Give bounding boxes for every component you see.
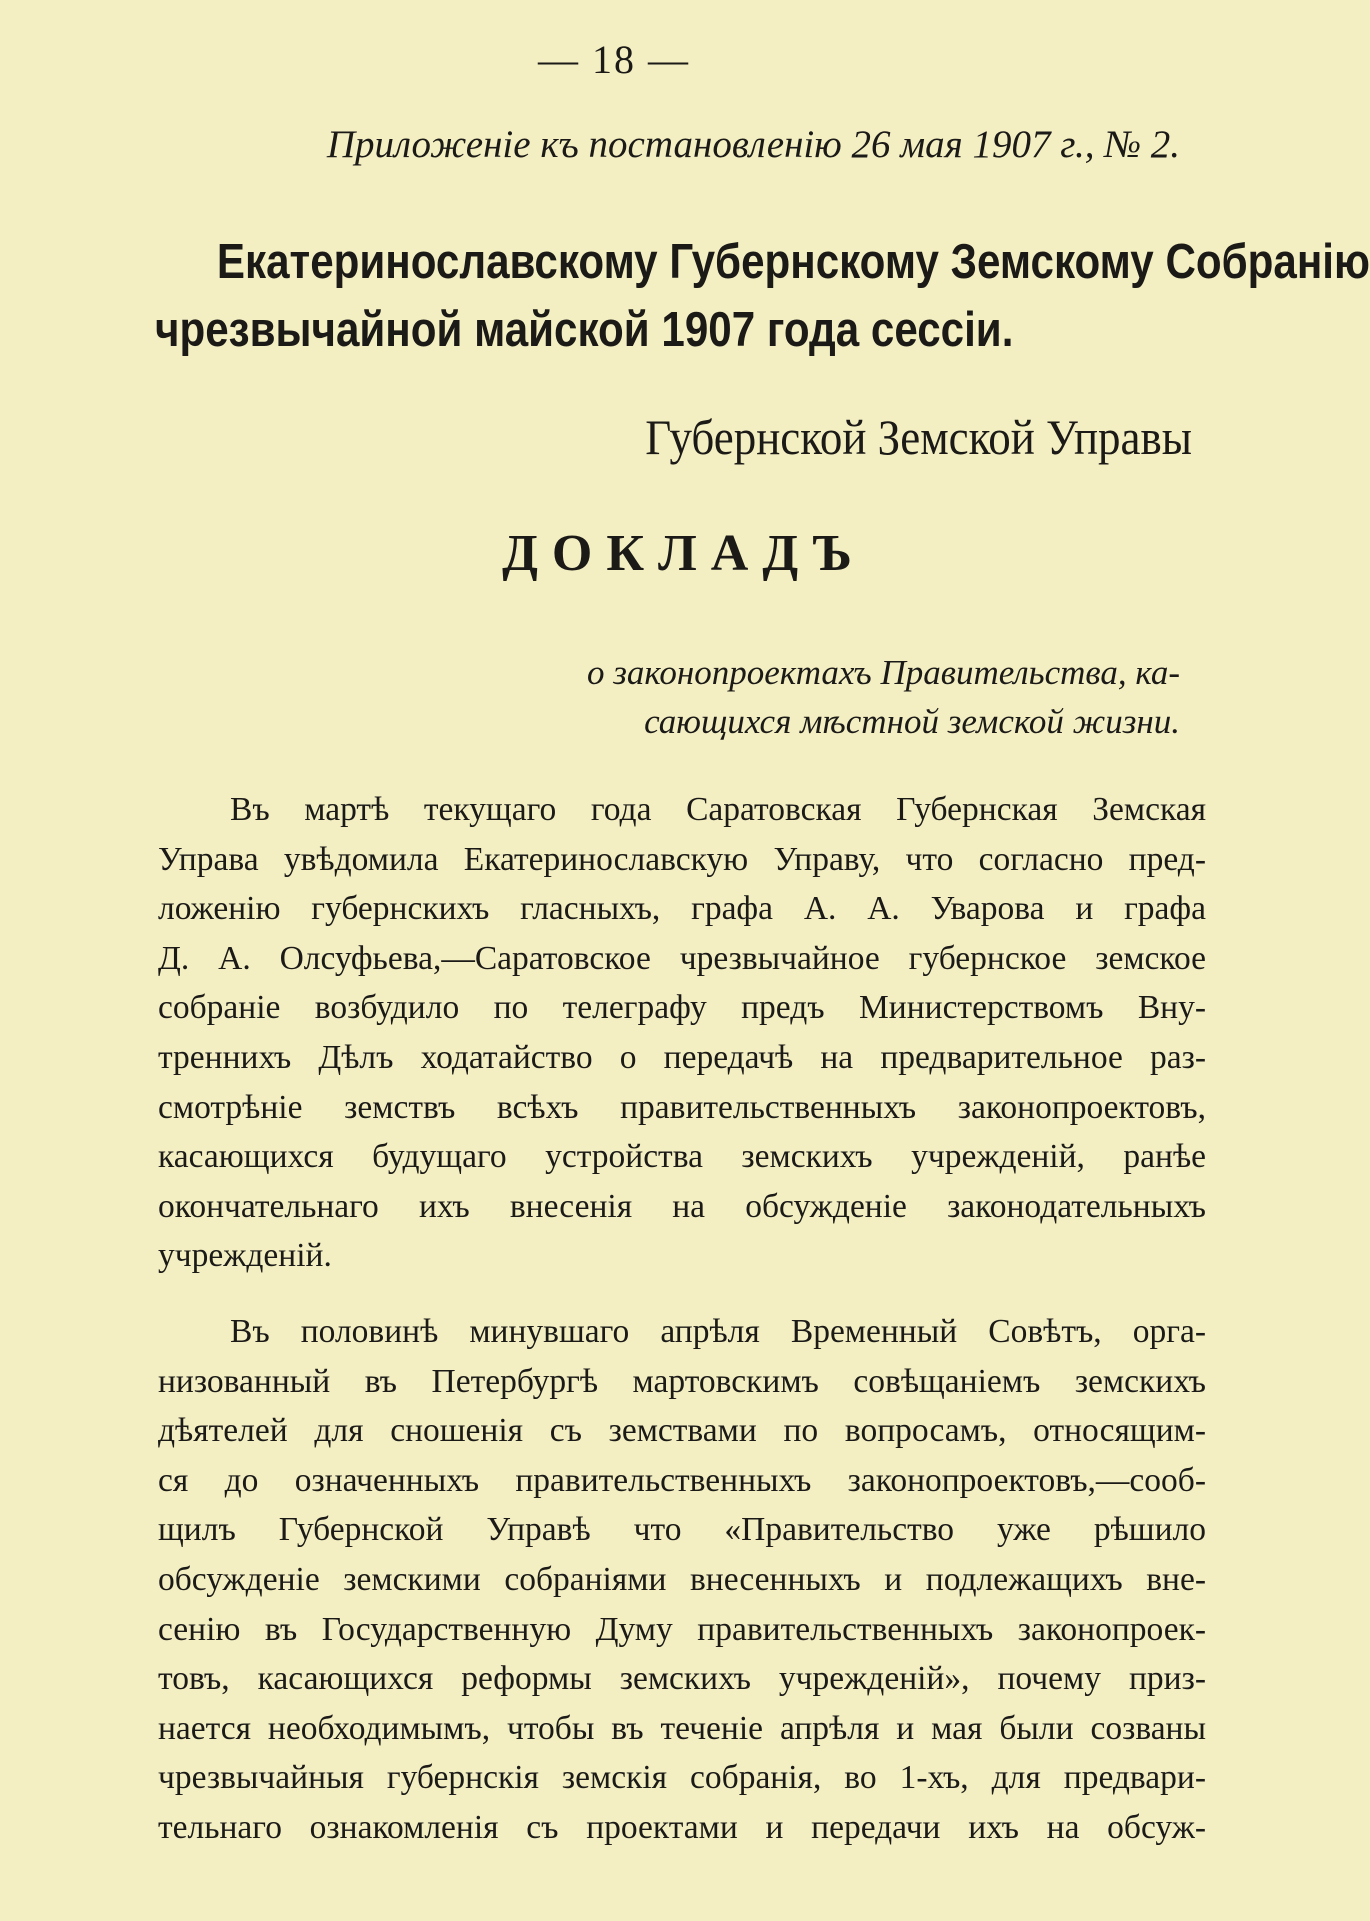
- page-number: — 18 —: [538, 37, 690, 82]
- paragraph-2: [158, 1307, 1206, 1853]
- text-line: Управа увѣдомила Екатеринославскую Управу, что согласно пред-: [158, 840, 1206, 878]
- paragraph-gap: [158, 1281, 1206, 1307]
- body-text: [158, 785, 1206, 1852]
- text-line: собраніе возбудило по телеграфу предъ Министерствомъ Вну-: [158, 989, 1206, 1027]
- text-line: щилъ Губернской Управѣ что «Правительство уже рѣшило: [158, 1511, 1206, 1549]
- text-line: Д. А. Олсуфьева,—Саратовское чрезвычайное губернское земское: [158, 939, 1206, 977]
- text-line: дѣятелей для сношенія съ земствами по вопросамъ, относящим-: [158, 1412, 1206, 1450]
- text-line: учрежденій.: [158, 1237, 332, 1275]
- text-line: треннихъ Дѣлъ ходатайство о передачѣ на предварительное раз-: [158, 1038, 1206, 1076]
- subtitle-line-2: сающихся мѣстной земской жизни.: [644, 702, 1180, 741]
- subtitle-line-1: о законопроектахъ Правительства, ка-: [586, 653, 1180, 692]
- text-line: чрезвычайныя губернскія земскія собранія, во 1-хъ, для предвари-: [158, 1759, 1206, 1797]
- text-line: товъ, касающихся реформы земскихъ учрежденій», почему приз-: [158, 1660, 1206, 1698]
- text-line: ложенію губернскихъ гласныхъ, графа А. А. Уварова и графа: [158, 890, 1206, 928]
- text-line: тельнаго ознакомленія съ проектами и передачи ихъ на обсуж-: [158, 1808, 1206, 1846]
- text-line: смотрѣніе земствъ всѣхъ правительственныхъ законопроектовъ,: [158, 1088, 1206, 1126]
- text-line: касающихся будущаго устройства земскихъ учрежденій, ранѣе: [158, 1138, 1206, 1176]
- report-heading: ДОКЛАДЪ: [502, 525, 866, 582]
- board-name: Губернской Земской Управы: [645, 409, 1192, 465]
- title-line-1: Екатеринославскому Губернскому Земскому Собранію: [216, 235, 1370, 289]
- text-line: Въ мартѣ текущаго года Саратовская Губернская Земская: [230, 791, 1206, 828]
- text-line: окончательнаго ихъ внесенія на обсужденіе законодательныхъ: [158, 1187, 1206, 1225]
- title-line-2: чрезвычайной майской 1907 года сессіи.: [155, 303, 1014, 357]
- report-subtitle: [580, 648, 1180, 746]
- text-line: нается необходимымъ, чтобы въ теченіе апрѣля и мая были созваны: [158, 1709, 1206, 1747]
- text-line: обсужденіе земскими собраніями внесенныхъ и подлежащихъ вне-: [158, 1560, 1206, 1598]
- paragraph-1: [158, 785, 1206, 1281]
- appendix-note: Приложеніе къ постановленію 26 мая 1907 г., № 2.: [326, 123, 1180, 166]
- text-line: сенію въ Государственную Думу правительственныхъ законопроек-: [158, 1610, 1206, 1648]
- text-line: низованный въ Петербургѣ мартовскимъ совѣщаніемъ земскихъ: [158, 1362, 1206, 1400]
- text-line: ся до означенныхъ правительственныхъ законопроектовъ,—сооб-: [158, 1461, 1206, 1499]
- text-line: Въ половинѣ минувшаго апрѣля Временный Совѣтъ, орга-: [230, 1312, 1206, 1350]
- document-title: [155, 228, 1370, 364]
